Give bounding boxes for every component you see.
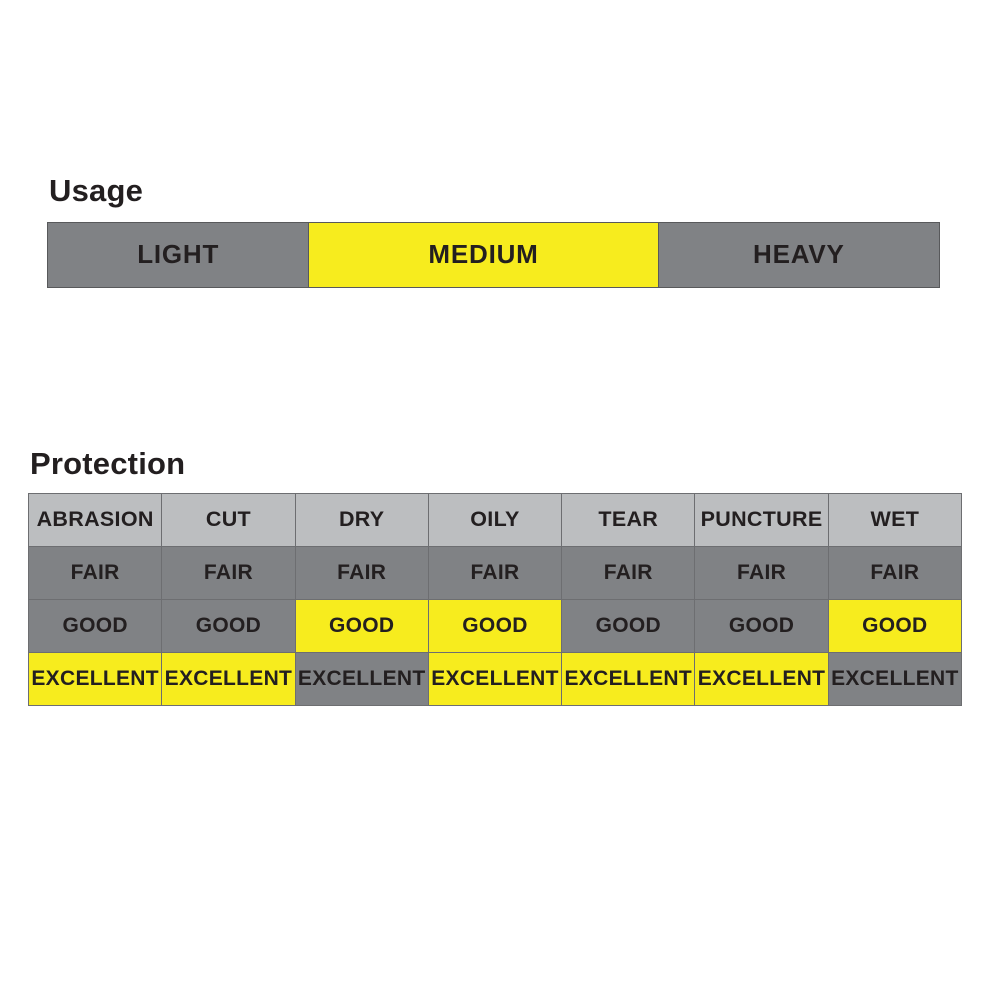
column-header-oily: OILY	[428, 493, 561, 546]
rating-cell-cut-fair[interactable]: FAIR	[162, 546, 295, 599]
rating-cell-tear-excellent[interactable]: EXCELLENT	[562, 652, 695, 705]
rating-cell-wet-good[interactable]: GOOD	[828, 599, 961, 652]
usage-title: Usage	[49, 173, 144, 208]
column-header-tear: TEAR	[562, 493, 695, 546]
column-header-dry: DRY	[295, 493, 428, 546]
usage-level-medium[interactable]: MEDIUM	[309, 223, 658, 287]
rating-cell-puncture-fair[interactable]: FAIR	[695, 546, 828, 599]
protection-section	[28, 448, 968, 706]
usage-level-bar	[47, 222, 940, 288]
rating-cell-dry-fair[interactable]: FAIR	[295, 546, 428, 599]
rating-cell-oily-fair[interactable]: FAIR	[428, 546, 561, 599]
protection-table	[28, 493, 962, 706]
table-header-row	[29, 493, 962, 546]
rating-cell-wet-fair[interactable]: FAIR	[828, 546, 961, 599]
usage-level-heavy[interactable]: HEAVY	[659, 223, 939, 287]
table-row	[29, 652, 962, 705]
rating-cell-abrasion-excellent[interactable]: EXCELLENT	[29, 652, 162, 705]
rating-cell-dry-good[interactable]: GOOD	[295, 599, 428, 652]
column-header-puncture: PUNCTURE	[695, 493, 828, 546]
column-header-abrasion: ABRASION	[29, 493, 162, 546]
rating-cell-tear-fair[interactable]: FAIR	[562, 546, 695, 599]
protection-title: Protection	[30, 446, 186, 481]
column-header-cut: CUT	[162, 493, 295, 546]
rating-cell-wet-excellent[interactable]: EXCELLENT	[828, 652, 961, 705]
usage-level-light[interactable]: LIGHT	[48, 223, 309, 287]
table-row	[29, 599, 962, 652]
rating-cell-dry-excellent[interactable]: EXCELLENT	[295, 652, 428, 705]
rating-cell-abrasion-good[interactable]: GOOD	[29, 599, 162, 652]
table-row	[29, 546, 962, 599]
rating-cell-cut-excellent[interactable]: EXCELLENT	[162, 652, 295, 705]
rating-cell-puncture-good[interactable]: GOOD	[695, 599, 828, 652]
column-header-wet: WET	[828, 493, 961, 546]
rating-cell-cut-good[interactable]: GOOD	[162, 599, 295, 652]
rating-cell-oily-good[interactable]: GOOD	[428, 599, 561, 652]
rating-cell-oily-excellent[interactable]: EXCELLENT	[428, 652, 561, 705]
rating-cell-tear-good[interactable]: GOOD	[562, 599, 695, 652]
rating-cell-abrasion-fair[interactable]: FAIR	[29, 546, 162, 599]
usage-section	[47, 175, 942, 288]
rating-cell-puncture-excellent[interactable]: EXCELLENT	[695, 652, 828, 705]
